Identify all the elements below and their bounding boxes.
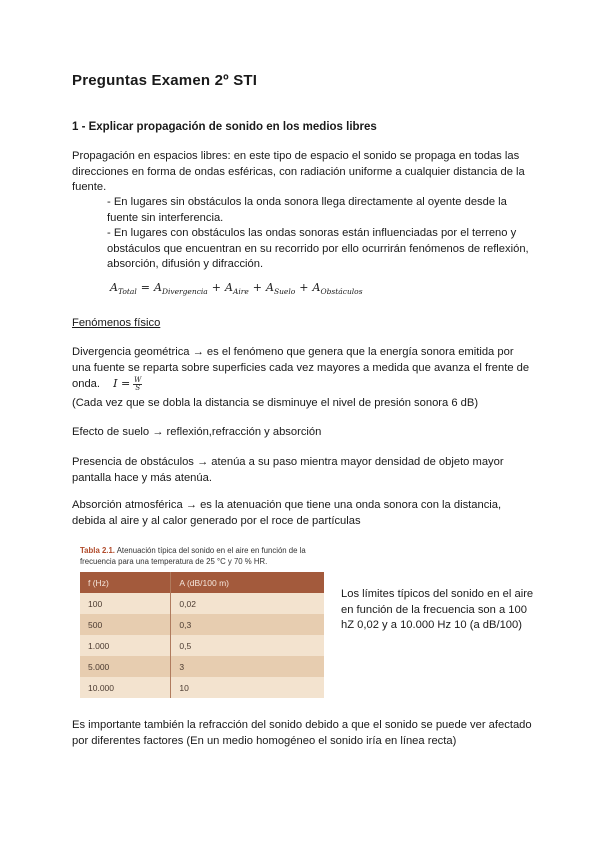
table-row: 100 0,02 [80, 593, 324, 614]
absorption-paragraph: Absorción atmosférica → es la atenuación que tiene una onda sonora con la distancia, debida al aire y al calor generado por el roce de partículas [72, 499, 502, 527]
divergence-note: (Cada vez que se dobla la distancia se disminuye el nivel de presión sonora 6 dB) [72, 397, 479, 409]
page-title: Preguntas Examen 2º STI [72, 72, 258, 89]
table-row: 10.000 10 [80, 677, 324, 698]
phenomena-heading: Fenómenos físico [72, 317, 161, 329]
header-attenuation: A (dB/100 m) [171, 572, 324, 593]
table-row: 1.000 0,5 [80, 635, 324, 656]
bullet-obstacles: - En lugares con obstáculos las ondas sonoras están influenciadas por el terreno y obstáculos que encuentran en su recorrido por ello ocurrirán fenómenos de reflexión, absorción, difusión y difracción. [107, 227, 529, 270]
attenuation-formula: $A_{Total} = A_{Divergencia} + A_{Aire} + A_{Suelo} + A_{Obstáculos}$ [110, 281, 363, 297]
table-row: 5.000 3 [80, 656, 324, 677]
intensity-equation: I = $\frac{W}{S}$ [113, 375, 142, 392]
bullet-no-obstacles: - En lugares sin obstáculos la onda sonora llega directamente al oyente desde la fuente sin interferencia. [107, 196, 507, 224]
ground-effect: Efecto de suelo → reflexión,refracción y absorción [72, 426, 322, 438]
divergence-paragraph [72, 345, 532, 393]
question-heading: 1 - Explicar propagación de sonido en los medios libres [72, 121, 377, 133]
table-caption: Tabla 2.1. Atenuación típica del sonido en el aire en función de la frecuencia para una temperatura de 25 °C y 70 % HR. [80, 546, 306, 566]
obstacles-paragraph: Presencia de obstáculos → atenúa a su paso mientra mayor densidad de objeto mayor pantalla hace y más atenúa. [72, 456, 504, 484]
header-frequency: f (Hz) [80, 572, 171, 593]
table-note: Los límites típicos del sonido en el aire en función de la frecuencia son a 100 hZ 0,02 y a 10.000 Hz 10 (a dB/100) [341, 588, 534, 631]
table-row: 500 0,3 [80, 614, 324, 635]
table-header-row [80, 572, 324, 593]
refraction-paragraph: Es importante también la refracción del sonido debido a que el sonido se puede ver afectado por diferentes factores (En un medio homogéneo el sonido iría en línea recta) [72, 719, 532, 747]
intro-paragraph: Propagación en espacios libres: en este tipo de espacio el sonido se propaga en todas las direcciones en forma de ondas esféricas, con radiación uniforme a cualquier distancia de la fuente. [72, 150, 525, 193]
attenuation-table [80, 572, 324, 698]
divergence-text: Divergencia geométrica → es el fenómeno que genera que la energía sonora emitida por una fuente se reparta sobre superficies cada vez mayores a medida que avanza el frente de onda. [72, 346, 530, 390]
